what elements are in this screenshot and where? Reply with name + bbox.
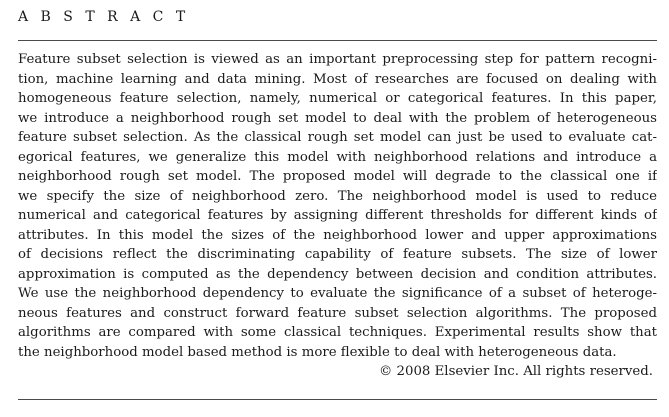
abstract-line: approximation is computed as the dependency between decision and condition attributes.	[18, 266, 657, 282]
abstract-line: tion, machine learning and data mining. Most of researches are focused on dealing with	[18, 71, 657, 87]
abstract-body	[18, 50, 657, 382]
abstract-line: the neighborhood model based method is more flexible to deal with heterogeneous data.	[18, 344, 617, 360]
abstract-line: feature subset selection. As the classical rough set model can just be used to evaluate cat-	[18, 130, 657, 145]
abstract-heading: A B S T R A C T	[18, 9, 190, 25]
abstract-line: egorical features, we generalize this model with neighborhood relations and introduce a	[18, 149, 657, 165]
abstract-line: of decisions reflect the discriminating capability of feature subsets. The size of lower	[18, 247, 657, 262]
abstract-line: algorithms are compared with some classical techniques. Experimental results show that	[18, 325, 657, 340]
bottom-divider	[18, 399, 657, 400]
abstract-line: we introduce a neighborhood rough set model to deal with the problem of heterogeneous	[18, 110, 657, 126]
abstract-line: attributes. In this model the sizes of the neighborhood lower and upper approximations	[18, 227, 657, 243]
abstract-line: neous features and construct forward feature subset selection algorithms. The proposed	[18, 305, 657, 321]
abstract-line: neighborhood rough set model. The proposed model will degrade to the classical one if	[18, 169, 657, 184]
abstract-line: we specify the size of neighborhood zero. The neighborhood model is used to reduce	[18, 188, 657, 204]
abstract-line: We use the neighborhood dependency to evaluate the significance of a subset of heteroge-	[18, 286, 657, 301]
copyright-notice: © 2008 Elsevier Inc. All rights reserved.	[379, 364, 653, 379]
abstract-line: Feature subset selection is viewed as an important preprocessing step for pattern recogni-	[18, 52, 657, 67]
top-divider	[18, 40, 657, 41]
abstract-line: numerical and categorical features by assigning different thresholds for different kinds of	[18, 208, 657, 223]
abstract-line: homogeneous feature selection, namely, numerical or categorical features. In this paper,	[18, 91, 657, 106]
